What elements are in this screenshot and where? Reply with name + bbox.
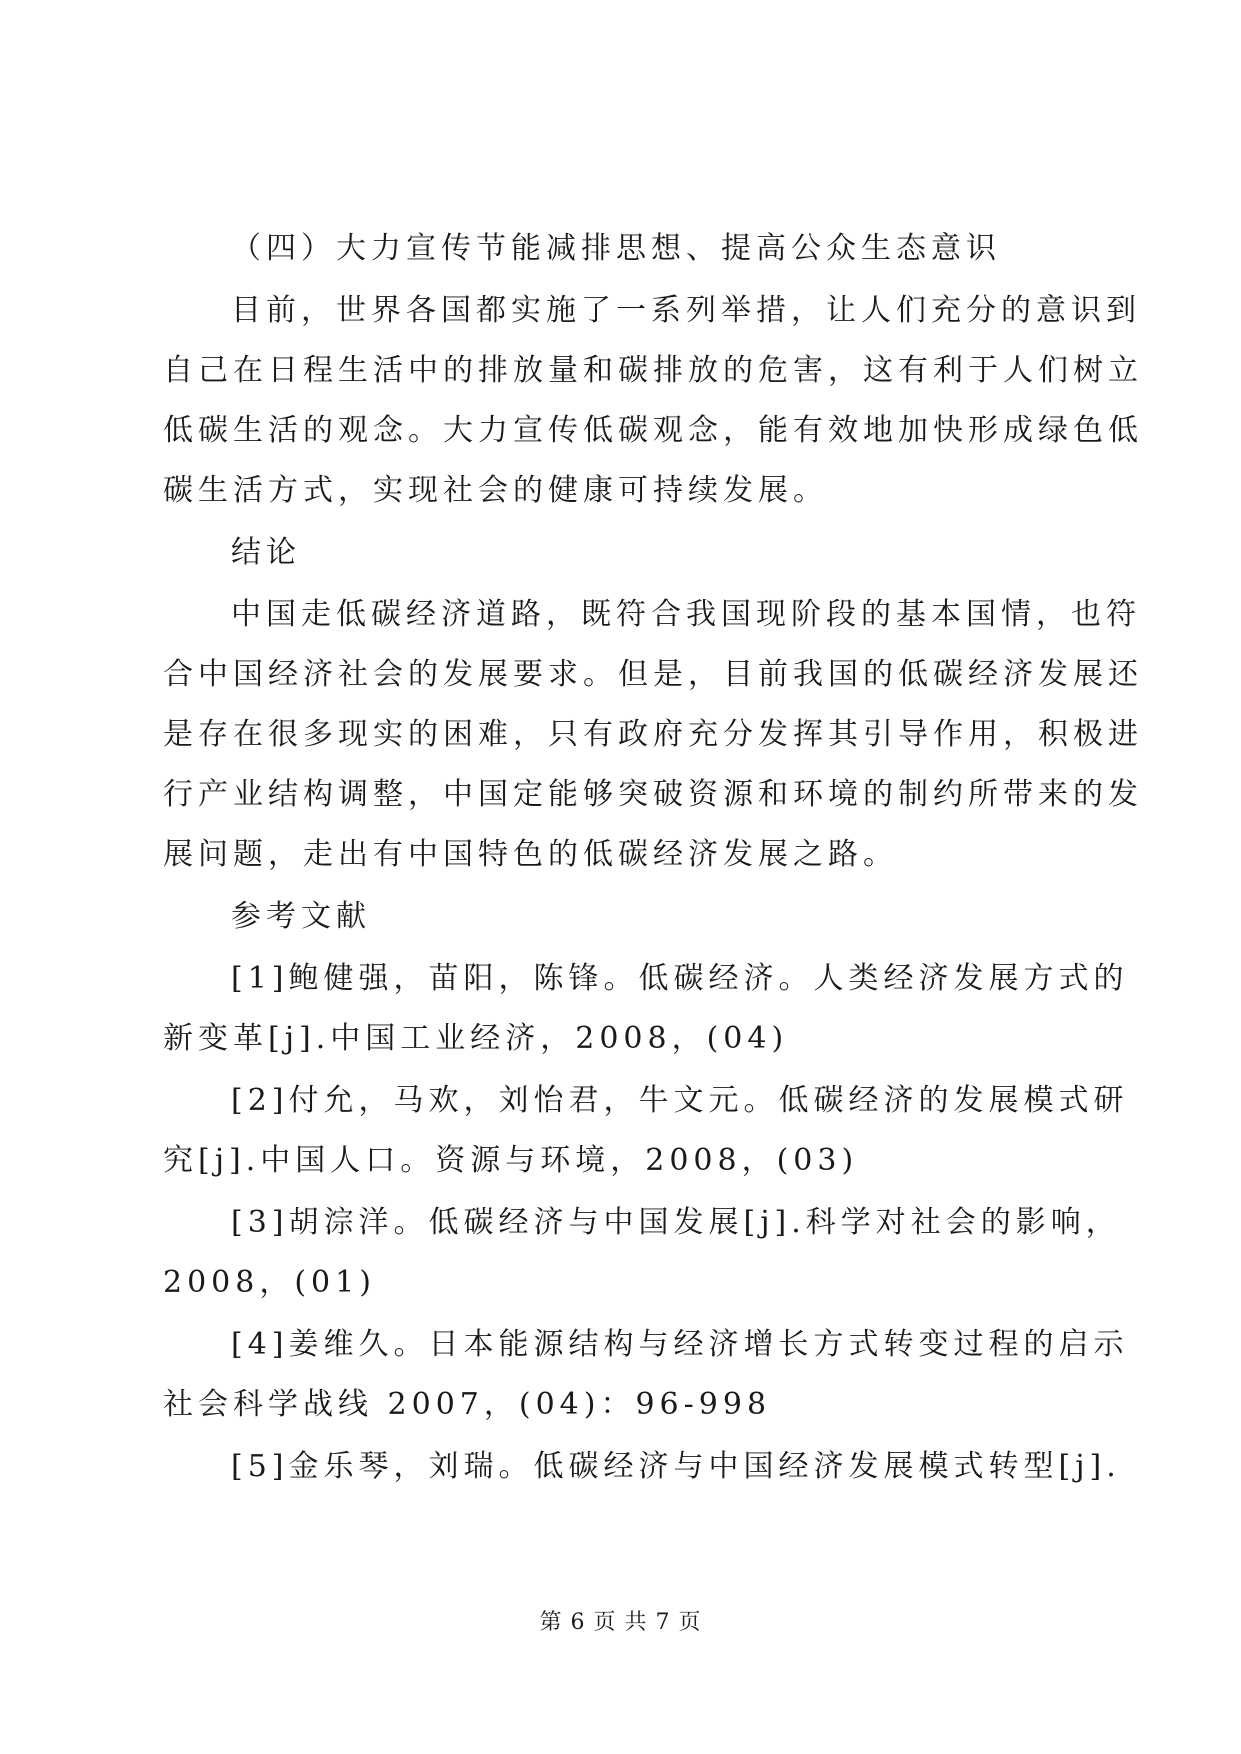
reference-item: [1]鲍健强，苗阳，陈锋。低碳经济。人类经济发展方式的: [231, 961, 1129, 996]
reference-item: [3]胡淙洋。低碳经济与中国发展[j].科学对社会的影响，: [231, 1205, 1121, 1240]
paragraph-line: 碳生活方式，实现社会的健康可持续发展。: [163, 473, 828, 508]
paragraph-line: 目前，世界各国都实施了一系列举措，让人们充分的意识到: [231, 293, 1141, 328]
paragraph-line: 是存在很多现实的困难，只有政府充分发挥其引导作用，积极进: [163, 717, 1143, 752]
paragraph-line: 自己在日程生活中的排放量和碳排放的危害，这有利于人们树立: [163, 353, 1143, 388]
paragraph-line: 低碳生活的观念。大力宣传低碳观念，能有效地加快形成绿色低: [163, 413, 1143, 448]
paragraph-line: 中国走低碳经济道路，既符合我国现阶段的基本国情，也符: [231, 597, 1141, 632]
conclusion-heading: 结论: [231, 535, 301, 570]
paragraph-line: 合中国经济社会的发展要求。但是，目前我国的低碳经济发展还: [163, 657, 1143, 692]
reference-item: [2]付允，马欢，刘怡君，牛文元。低碳经济的发展模式研: [231, 1083, 1129, 1118]
reference-item-continued: 新变革[j].中国工业经济，2008，(04): [163, 1021, 789, 1056]
page-footer: 第 6 页 共 7 页: [539, 1610, 702, 1635]
references-heading: 参考文献: [231, 899, 371, 934]
reference-item-continued: 社会科学战线 2007，(04)：96-998: [163, 1387, 772, 1422]
reference-item: [5]金乐琴，刘瑞。低碳经济与中国经济发展模式转型[j].: [231, 1449, 1121, 1484]
reference-item: [4]姜维久。日本能源结构与经济增长方式转变过程的启示: [231, 1327, 1129, 1362]
section-heading: （四）大力宣传节能减排思想、提高公众生态意识: [231, 231, 1001, 266]
reference-item-continued: 究[j].中国人口。资源与环境，2008，(03): [163, 1143, 859, 1178]
paragraph-line: 展问题，走出有中国特色的低碳经济发展之路。: [163, 837, 898, 872]
reference-item-continued: 2008，(01): [163, 1265, 376, 1300]
paragraph-line: 行产业结构调整，中国定能够突破资源和环境的制约所带来的发: [163, 777, 1143, 812]
